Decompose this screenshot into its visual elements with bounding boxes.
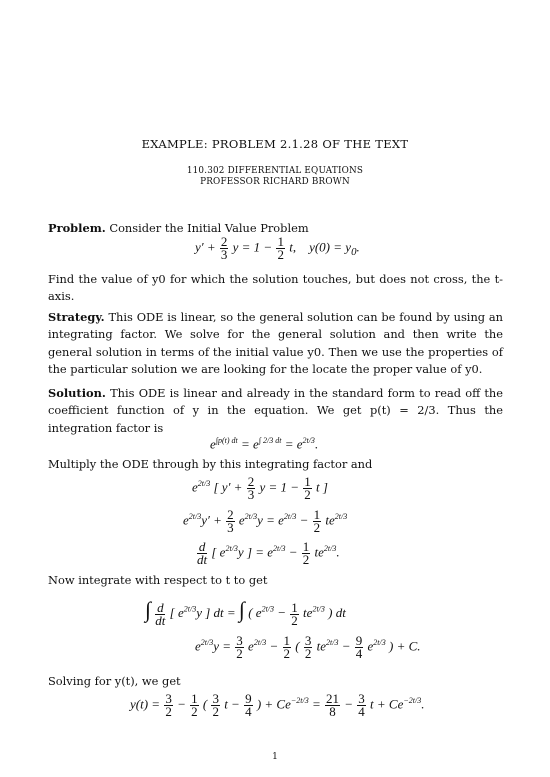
solution-paragraph <box>48 385 503 437</box>
problem-intro: Consider the Initial Value Problem <box>109 221 309 235</box>
solution-text: This ODE is linear and already in the standard form to read off the coefficient function of y in the equation. We get p(t) = 2/3. Thus the integration factor is <box>48 386 504 435</box>
professor-line: PROFESSOR RICHARD BROWN <box>200 177 350 187</box>
equation-line-1: $e^{2t/3}$ [ y′ + $\frac{2}{3}$ y = 1 − $\frac{1}{2}$ t ] <box>192 474 328 502</box>
strategy-label: Strategy. <box>48 310 105 324</box>
integrating-factor-equation: $e^{\int p(t) dt} = e^{\int 2/3 dt} = e^{2t/3}$. <box>210 436 319 452</box>
equation-line-2: $e^{2t/3}y'$ + $\frac{2}{3}$ $e^{2t/3}y = e^{2t/3}$ − $\frac{1}{2}$ $te^{2t/3}$ <box>183 507 348 535</box>
document-title: EXAMPLE: PROBLEM 2.1.28 OF THE TEXT <box>141 137 409 151</box>
ivp-equation: y′ + $\frac{2}{3}$ y = 1 − $\frac{1}{2}$ t, $y(0) = y_0$. <box>195 234 360 262</box>
strategy-paragraph <box>48 309 503 379</box>
integral-line-2: $e^{2t/3}y$ = $\frac{3}{2}$ $e^{2t/3}$ − $\frac{1}{2}$ ( $\frac{3}{2}$ $te^{2t/3}$ − $\frac{9}{4}$ $e^{2t/3}$ ) + C. <box>195 633 421 661</box>
integrate-text: Now integrate with respect to t to get <box>48 573 268 587</box>
page-number: 1 <box>272 752 278 762</box>
solution-label: Solution. <box>48 386 106 400</box>
integral-line-1: ∫ $\frac{d}{dt}$ [ $e^{2t/3}y$ ] dt = ∫ ( $e^{2t/3}$ − $\frac{1}{2}$ $te^{2t/3}$ ) dt <box>145 597 346 628</box>
course-line: 110.302 DIFFERENTIAL EQUATIONS <box>186 166 364 176</box>
strategy-text: This ODE is linear, so the general solution can be found by using an integrating factor. We solve for the general solution and then write the general solution in terms of the initial value y0. Then we use the properties of the particular solution we are looking for the locate the proper value of y0. <box>48 310 504 377</box>
problem-label: Problem. <box>48 221 106 235</box>
solving-text: Solving for y(t), we get <box>48 674 181 688</box>
multiply-text: Multiply the ODE through by this integrating factor and <box>48 457 373 471</box>
problem-question: Find the value of y0 for which the solution touches, but does not cross, the t-axis. <box>48 272 503 304</box>
equation-line-3: $\frac{d}{dt}$ [ $e^{2t/3}y$ ] = $e^{2t/3}$ − $\frac{1}{2}$ $te^{2t/3}$. <box>197 539 340 567</box>
problem-paragraph <box>48 220 503 237</box>
general-solution-equation: y(t) = $\frac{3}{2}$ − $\frac{1}{2}$ ( $\frac{3}{2}$ t − $\frac{9}{4}$ ) + $Ce^{-2t/3}$ = $\frac{21}{8}$ − $\frac{3}{4}$ $t + Ce^{-2t/3}$. <box>130 691 425 719</box>
